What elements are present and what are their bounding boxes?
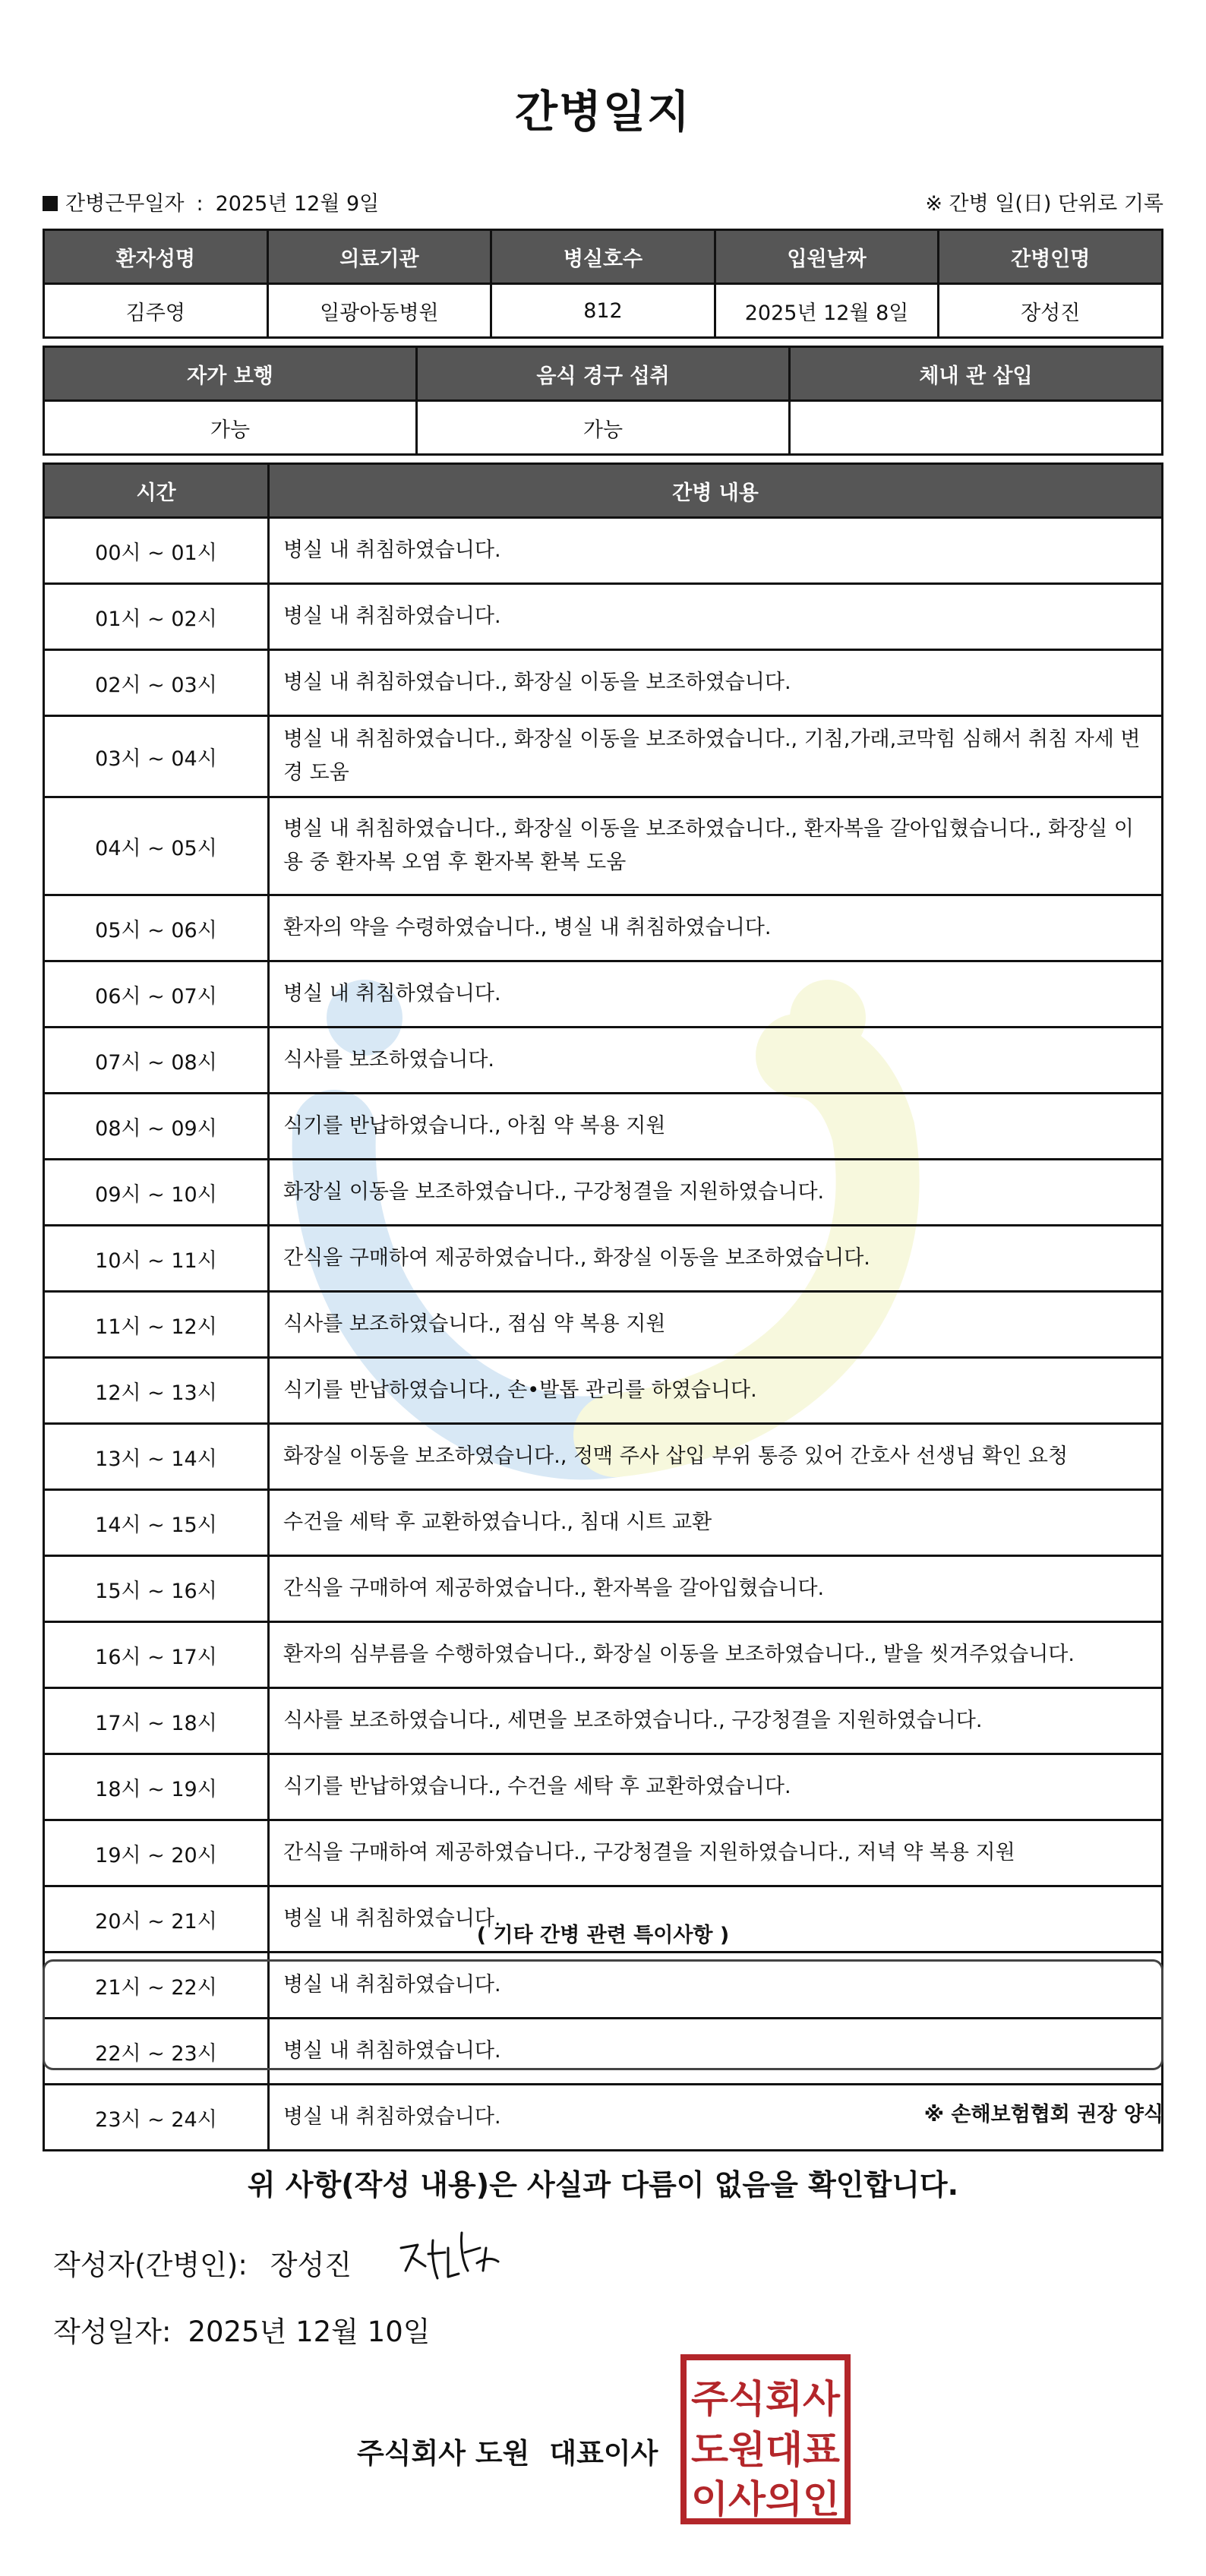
table-row — [44, 961, 1163, 1028]
header-admission-date: 입원날짜 — [715, 230, 939, 284]
document-title: 간병일지 — [514, 86, 692, 137]
content-cell: 간식을 구매하여 제공하였습니다., 구강청결을 지원하였습니다., 저녁 약 복용 지원 — [269, 1820, 1163, 1886]
time-cell: 18시 ~ 19시 — [44, 1754, 269, 1820]
content-cell: 식사를 보조하였습니다. — [269, 1028, 1163, 1094]
content-cell: 병실 내 취침하였습니다., 화장실 이동을 보조하였습니다., 환자복을 갈아입혔습니다., 화장실 이용 중 환자복 오염 후 환자복 환복 도움 — [269, 797, 1163, 895]
time-cell: 02시 ~ 03시 — [44, 650, 269, 716]
time-cell: 22시 ~ 23시 — [44, 2019, 269, 2085]
time-cell: 14시 ~ 15시 — [44, 1490, 269, 1556]
table-row — [44, 1820, 1163, 1886]
header-room-number: 병실호수 — [491, 230, 715, 284]
content-cell: 화장실 이동을 보조하였습니다., 정맥 주사 삽입 부위 통증 있어 간호사 선생님 확인 요청 — [269, 1424, 1163, 1490]
table-row — [44, 895, 1163, 961]
patient-info-table — [43, 229, 1163, 339]
header-oral-intake: 음식 경구 섭취 — [417, 347, 790, 401]
time-cell: 07시 ~ 08시 — [44, 1028, 269, 1094]
time-cell: 15시 ~ 16시 — [44, 1556, 269, 1622]
company-role: 대표이사 — [549, 2437, 658, 2470]
content-cell: 식사를 보조하였습니다., 세면을 보조하였습니다., 구강청결을 지원하였습니다. — [269, 1688, 1163, 1754]
seal-line-1: 주식회사 — [691, 2377, 841, 2421]
header-care-content: 간병 내용 — [269, 464, 1163, 518]
time-cell: 17시 ~ 18시 — [44, 1688, 269, 1754]
time-cell: 06시 ~ 07시 — [44, 961, 269, 1028]
work-date-value: 2025년 12월 9일 — [215, 192, 380, 216]
signature-stroke — [401, 2233, 498, 2278]
header-hospital: 의료기관 — [267, 230, 491, 284]
header-time: 시간 — [44, 464, 269, 518]
caregiver-name: 장성진 — [939, 284, 1163, 338]
time-cell: 04시 ~ 05시 — [44, 797, 269, 895]
unit-note: ※ 간병 일(日) 단위로 기록 — [925, 192, 1163, 216]
work-date-separator: : — [196, 192, 204, 216]
content-cell: 간식을 구매하여 제공하였습니다., 화장실 이동을 보조하였습니다. — [269, 1226, 1163, 1292]
content-cell: 병실 내 취침하였습니다. — [269, 584, 1163, 650]
time-cell: 12시 ~ 13시 — [44, 1358, 269, 1424]
table-row — [44, 716, 1163, 797]
time-cell: 01시 ~ 02시 — [44, 584, 269, 650]
work-date-label: 간병근무일자 — [65, 192, 185, 216]
time-cell: 19시 ~ 20시 — [44, 1820, 269, 1886]
time-cell: 10시 ~ 11시 — [44, 1226, 269, 1292]
written-date-label: 작성일자 — [53, 2316, 162, 2348]
remarks-box — [43, 1959, 1163, 2070]
table-row — [44, 1622, 1163, 1688]
care-log-header-row — [44, 464, 1163, 518]
patient-info-value-row — [44, 284, 1163, 338]
content-cell: 환자의 심부름을 수행하였습니다., 화장실 이동을 보조하였습니다., 발을 씻겨주었습니다. — [269, 1622, 1163, 1688]
patient-info-header-row — [44, 230, 1163, 284]
header-tube-insertion: 체내 관 삽입 — [790, 347, 1163, 401]
seal-line-3: 이사의인 — [691, 2477, 840, 2521]
work-date — [43, 187, 379, 216]
confirm-statement: 위 사항(작성 내용)은 사실과 다름이 없음을 확인합니다. — [247, 2168, 959, 2202]
admission-date: 2025년 12월 8일 — [715, 284, 939, 338]
content-cell: 병실 내 취침하였습니다., 화장실 이동을 보조하였습니다., 기침,가래,코막힘 심해서 취침 자세 변경 도움 — [269, 716, 1163, 797]
content-cell: 화장실 이동을 보조하였습니다., 구강청결을 지원하였습니다. — [269, 1160, 1163, 1226]
content-cell: 병실 내 취침하였습니다., 화장실 이동을 보조하였습니다. — [269, 650, 1163, 716]
content-cell: 간식을 구매하여 제공하였습니다., 환자복을 갈아입혔습니다. — [269, 1556, 1163, 1622]
tube-insertion-value — [790, 401, 1163, 455]
time-cell: 08시 ~ 09시 — [44, 1094, 269, 1160]
hospital-name: 일광아동병원 — [267, 284, 491, 338]
patient-name: 김주영 — [44, 284, 268, 338]
patient-status-header-row — [44, 347, 1163, 401]
time-cell: 21시 ~ 22시 — [44, 1953, 269, 2019]
signature-image — [395, 2218, 509, 2293]
seal-line-2: 도원대표 — [691, 2428, 841, 2472]
table-row — [44, 1028, 1163, 1094]
time-cell: 03시 ~ 04시 — [44, 716, 269, 797]
content-cell: 식기를 반납하였습니다., 아침 약 복용 지원 — [269, 1094, 1163, 1160]
recommend-note: ※ 손해보험협회 권장 양식 — [923, 2103, 1163, 2126]
table-row — [44, 1094, 1163, 1160]
self-walking-value: 가능 — [44, 401, 417, 455]
care-log-table — [43, 462, 1163, 2151]
patient-status-value-row — [44, 401, 1163, 455]
content-cell: 병실 내 취침하였습니다. — [269, 2019, 1163, 2085]
time-cell: 00시 ~ 01시 — [44, 518, 269, 584]
table-row — [44, 1226, 1163, 1292]
table-row — [44, 1358, 1163, 1424]
content-cell: 병실 내 취침하였습니다. — [269, 518, 1163, 584]
remarks-title: ( 기타 간병 관련 특이사항 ) — [476, 1924, 730, 1947]
patient-status-table — [43, 346, 1163, 456]
writer-separator: : — [238, 2249, 248, 2281]
company-line — [357, 2430, 658, 2471]
written-date-separator: : — [161, 2316, 172, 2348]
room-number: 812 — [491, 284, 715, 338]
table-row — [44, 1556, 1163, 1622]
time-cell: 20시 ~ 21시 — [44, 1886, 269, 1953]
time-cell: 23시 ~ 24시 — [44, 2085, 269, 2151]
time-cell: 05시 ~ 06시 — [44, 895, 269, 961]
header-self-walking: 자가 보행 — [44, 347, 417, 401]
table-row — [44, 1688, 1163, 1754]
square-bullet-icon — [43, 196, 58, 211]
table-row — [44, 650, 1163, 716]
table-row — [44, 797, 1163, 895]
writer-name: 장성진 — [270, 2249, 352, 2281]
content-cell: 병실 내 취침하였습니다. — [269, 2085, 1163, 2151]
written-date-value: 2025년 12월 10일 — [188, 2316, 431, 2348]
table-row — [44, 1754, 1163, 1820]
header-caregiver-name: 간병인명 — [939, 230, 1163, 284]
company-seal-stamp — [679, 2353, 852, 2526]
content-cell: 환자의 약을 수령하였습니다., 병실 내 취침하였습니다. — [269, 895, 1163, 961]
written-date-line — [53, 2309, 431, 2350]
company-name: 주식회사 도원 — [357, 2437, 530, 2470]
content-cell: 수건을 세탁 후 교환하였습니다., 침대 시트 교환 — [269, 1490, 1163, 1556]
table-row — [44, 518, 1163, 584]
table-row — [44, 1424, 1163, 1490]
content-cell: 식사를 보조하였습니다., 점심 약 복용 지원 — [269, 1292, 1163, 1358]
writer-label: 작성자(간병인) — [53, 2249, 238, 2281]
header-patient-name: 환자성명 — [44, 230, 268, 284]
time-cell: 16시 ~ 17시 — [44, 1622, 269, 1688]
time-cell: 11시 ~ 12시 — [44, 1292, 269, 1358]
table-row — [44, 1160, 1163, 1226]
content-cell: 식기를 반납하였습니다., 수건을 세탁 후 교환하였습니다. — [269, 1754, 1163, 1820]
time-cell: 13시 ~ 14시 — [44, 1424, 269, 1490]
content-cell: 병실 내 취침하였습니다. — [269, 1886, 1163, 1953]
table-row — [44, 584, 1163, 650]
table-row — [44, 1292, 1163, 1358]
time-cell: 09시 ~ 10시 — [44, 1160, 269, 1226]
content-cell: 병실 내 취침하였습니다. — [269, 1953, 1163, 2019]
table-row — [44, 1490, 1163, 1556]
content-cell: 병실 내 취침하였습니다. — [269, 961, 1163, 1028]
content-cell: 식기를 반납하였습니다., 손•발톱 관리를 하였습니다. — [269, 1358, 1163, 1424]
writer-line — [53, 2242, 352, 2283]
oral-intake-value: 가능 — [417, 401, 790, 455]
